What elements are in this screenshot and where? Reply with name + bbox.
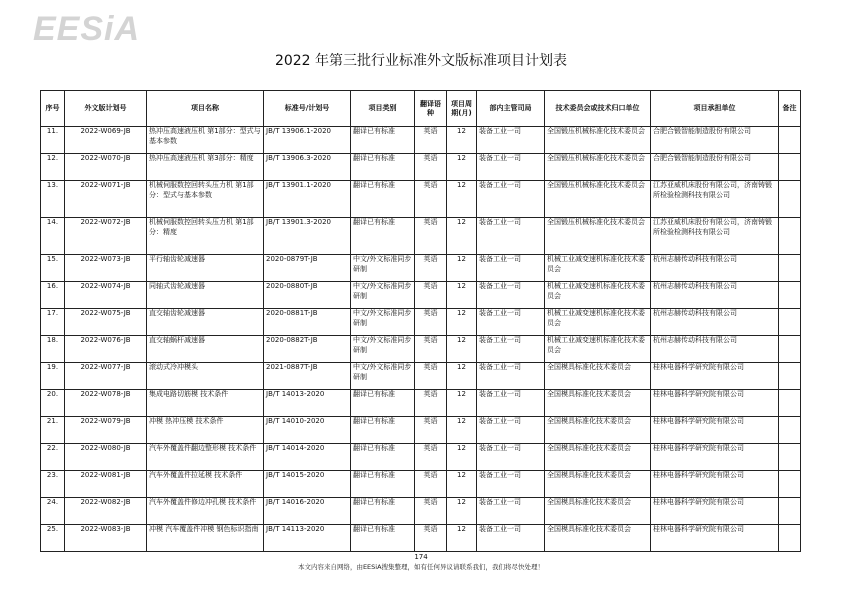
- cell-seq: 16.: [41, 282, 65, 309]
- cell-unit: 杭州志赫传动科技有限公司: [651, 255, 779, 282]
- cell-type: 翻译已有标准: [351, 498, 415, 525]
- cell-dept: 装备工业一司: [477, 525, 545, 552]
- project-plan-table: [40, 90, 801, 552]
- cell-std-no: JB/T 14015-2020: [264, 471, 351, 498]
- cell-seq: 13.: [41, 181, 65, 218]
- header-std-no: 标准号/计划号: [264, 91, 351, 127]
- cell-std-no: 2020-0882T-JB: [264, 336, 351, 363]
- cell-note: [779, 255, 801, 282]
- page-number: 174: [414, 553, 428, 561]
- cell-name: 机械伺服数控回转头压力机 第1部分：型式与基本参数: [147, 181, 264, 218]
- cell-std-no: JB/T 13901.1-2020: [264, 181, 351, 218]
- cell-name: 汽车外覆盖件修边冲孔模 技术条件: [147, 498, 264, 525]
- cell-name: 集成电路切筋模 技术条件: [147, 390, 264, 417]
- cell-plan-no: 2022-W075-JB: [65, 309, 147, 336]
- table-row: [41, 218, 801, 255]
- cell-period: 12: [447, 154, 477, 181]
- cell-unit: 合肥合锻智能制造股份有限公司: [651, 154, 779, 181]
- cell-note: [779, 181, 801, 218]
- cell-std-no: JB/T 14010-2020: [264, 417, 351, 444]
- cell-plan-no: 2022-W069-JB: [65, 127, 147, 154]
- cell-dept: 装备工业一司: [477, 444, 545, 471]
- cell-unit: 桂林电器科学研究院有限公司: [651, 498, 779, 525]
- page-title: 2022 年第三批行业标准外文版标准项目计划表: [274, 53, 568, 69]
- cell-std-no: JB/T 14113-2020: [264, 525, 351, 552]
- cell-lang: 英语: [415, 498, 447, 525]
- cell-note: [779, 282, 801, 309]
- cell-plan-no: 2022-W077-JB: [65, 363, 147, 390]
- cell-unit: 杭州志赫传动科技有限公司: [651, 336, 779, 363]
- cell-period: 12: [447, 255, 477, 282]
- cell-type: 中文/外文标准同步研制: [351, 336, 415, 363]
- cell-std-no: JB/T 13906.1-2020: [264, 127, 351, 154]
- table-row: [41, 154, 801, 181]
- eesia-logo: EESiA: [33, 10, 141, 48]
- cell-note: [779, 363, 801, 390]
- cell-dept: 装备工业一司: [477, 471, 545, 498]
- cell-unit: 桂林电器科学研究院有限公司: [651, 417, 779, 444]
- table-row: [41, 417, 801, 444]
- cell-committee: 机械工业减变速机标准化技术委员会: [545, 309, 651, 336]
- cell-std-no: 2020-0879T-JB: [264, 255, 351, 282]
- cell-type: 翻译已有标准: [351, 390, 415, 417]
- header-committee: 技术委员会或技术归口单位: [545, 91, 651, 127]
- cell-dept: 装备工业一司: [477, 127, 545, 154]
- table-row: [41, 309, 801, 336]
- cell-type: 中文/外文标准同步研制: [351, 363, 415, 390]
- cell-period: 12: [447, 498, 477, 525]
- cell-dept: 装备工业一司: [477, 218, 545, 255]
- cell-std-no: 2021-0887T-JB: [264, 363, 351, 390]
- cell-lang: 英语: [415, 282, 447, 309]
- header-note: 备注: [779, 91, 801, 127]
- table-row: [41, 181, 801, 218]
- cell-name: 平行轴齿轮减速器: [147, 255, 264, 282]
- cell-type: 中文/外文标准同步研制: [351, 255, 415, 282]
- table-row: [41, 127, 801, 154]
- cell-lang: 英语: [415, 336, 447, 363]
- cell-seq: 17.: [41, 309, 65, 336]
- cell-type: 翻译已有标准: [351, 127, 415, 154]
- cell-committee: 全国模具标准化技术委员会: [545, 417, 651, 444]
- cell-dept: 装备工业一司: [477, 309, 545, 336]
- cell-plan-no: 2022-W083-JB: [65, 525, 147, 552]
- cell-std-no: 2020-0880T-JB: [264, 282, 351, 309]
- cell-type: 翻译已有标准: [351, 525, 415, 552]
- cell-std-no: JB/T 14016-2020: [264, 498, 351, 525]
- cell-committee: 全国锻压机械标准化技术委员会: [545, 127, 651, 154]
- cell-name: 直交轴齿轮减速器: [147, 309, 264, 336]
- cell-type: 翻译已有标准: [351, 154, 415, 181]
- header-name: 项目名称: [147, 91, 264, 127]
- cell-lang: 英语: [415, 471, 447, 498]
- table-row: [41, 444, 801, 471]
- cell-name: 滚动式冷冲模头: [147, 363, 264, 390]
- cell-note: [779, 336, 801, 363]
- cell-lang: 英语: [415, 444, 447, 471]
- cell-name: 汽车外覆盖件翻边整形模 技术条件: [147, 444, 264, 471]
- cell-unit: 桂林电器科学研究院有限公司: [651, 363, 779, 390]
- cell-std-no: 2020-0881T-JB: [264, 309, 351, 336]
- cell-plan-no: 2022-W079-JB: [65, 417, 147, 444]
- cell-dept: 装备工业一司: [477, 255, 545, 282]
- cell-committee: 全国模具标准化技术委员会: [545, 525, 651, 552]
- cell-period: 12: [447, 218, 477, 255]
- cell-committee: 机械工业减变速机标准化技术委员会: [545, 255, 651, 282]
- cell-committee: 全国模具标准化技术委员会: [545, 498, 651, 525]
- header-seq: 序号: [41, 91, 65, 127]
- cell-type: 翻译已有标准: [351, 417, 415, 444]
- cell-unit: 江苏亚威机床股份有限公司，济南铸锻所检验检测科技有限公司: [651, 218, 779, 255]
- cell-std-no: JB/T 14014-2020: [264, 444, 351, 471]
- cell-unit: 杭州志赫传动科技有限公司: [651, 282, 779, 309]
- cell-period: 12: [447, 363, 477, 390]
- header-unit: 项目承担单位: [651, 91, 779, 127]
- cell-unit: 桂林电器科学研究院有限公司: [651, 390, 779, 417]
- cell-plan-no: 2022-W082-JB: [65, 498, 147, 525]
- cell-note: [779, 498, 801, 525]
- cell-plan-no: 2022-W070-JB: [65, 154, 147, 181]
- cell-committee: 机械工业减变速机标准化技术委员会: [545, 336, 651, 363]
- cell-note: [779, 154, 801, 181]
- cell-type: 翻译已有标准: [351, 181, 415, 218]
- cell-note: [779, 444, 801, 471]
- cell-std-no: JB/T 14013-2020: [264, 390, 351, 417]
- cell-note: [779, 525, 801, 552]
- cell-name: 同轴式齿轮减速器: [147, 282, 264, 309]
- cell-note: [779, 218, 801, 255]
- cell-name: 冲模 汽车覆盖件冲模 钢色标识指南: [147, 525, 264, 552]
- cell-plan-no: 2022-W076-JB: [65, 336, 147, 363]
- header-period: 项目周期(月): [447, 91, 477, 127]
- table-row: [41, 255, 801, 282]
- header-type: 项目类别: [351, 91, 415, 127]
- cell-name: 热冲压高速液压机 第3部分：精度: [147, 154, 264, 181]
- cell-period: 12: [447, 444, 477, 471]
- footer-note: 本文内容来自网络，由EESiA搜集整理，如有任何异议请联系我们，我们将尽快处理！: [297, 563, 545, 571]
- cell-name: 冲模 热冲压模 技术条件: [147, 417, 264, 444]
- cell-dept: 装备工业一司: [477, 154, 545, 181]
- cell-type: 中文/外文标准同步研制: [351, 309, 415, 336]
- cell-unit: 桂林电器科学研究院有限公司: [651, 471, 779, 498]
- cell-note: [779, 127, 801, 154]
- table-row: [41, 498, 801, 525]
- cell-period: 12: [447, 127, 477, 154]
- cell-type: 翻译已有标准: [351, 444, 415, 471]
- cell-note: [779, 417, 801, 444]
- cell-lang: 英语: [415, 181, 447, 218]
- cell-period: 12: [447, 282, 477, 309]
- cell-seq: 12.: [41, 154, 65, 181]
- cell-committee: 全国模具标准化技术委员会: [545, 363, 651, 390]
- cell-period: 12: [447, 309, 477, 336]
- cell-note: [779, 390, 801, 417]
- cell-period: 12: [447, 336, 477, 363]
- cell-lang: 英语: [415, 255, 447, 282]
- cell-dept: 装备工业一司: [477, 181, 545, 218]
- cell-dept: 装备工业一司: [477, 417, 545, 444]
- cell-unit: 合肥合锻智能制造股份有限公司: [651, 127, 779, 154]
- cell-committee: 全国锻压机械标准化技术委员会: [545, 154, 651, 181]
- cell-lang: 英语: [415, 525, 447, 552]
- cell-lang: 英语: [415, 154, 447, 181]
- cell-lang: 英语: [415, 390, 447, 417]
- cell-dept: 装备工业一司: [477, 336, 545, 363]
- cell-unit: 江苏亚威机床股份有限公司，济南铸锻所检验检测科技有限公司: [651, 181, 779, 218]
- cell-committee: 全国锻压机械标准化技术委员会: [545, 218, 651, 255]
- cell-plan-no: 2022-W081-JB: [65, 471, 147, 498]
- cell-plan-no: 2022-W078-JB: [65, 390, 147, 417]
- cell-seq: 21.: [41, 417, 65, 444]
- cell-dept: 装备工业一司: [477, 390, 545, 417]
- cell-unit: 桂林电器科学研究院有限公司: [651, 444, 779, 471]
- header-plan-no: 外文版计划号: [65, 91, 147, 127]
- cell-lang: 英语: [415, 417, 447, 444]
- cell-committee: 全国模具标准化技术委员会: [545, 471, 651, 498]
- cell-type: 翻译已有标准: [351, 471, 415, 498]
- cell-type: 翻译已有标准: [351, 218, 415, 255]
- cell-seq: 23.: [41, 471, 65, 498]
- table-row: [41, 390, 801, 417]
- cell-committee: 全国模具标准化技术委员会: [545, 390, 651, 417]
- table-row: [41, 336, 801, 363]
- table-header-row: [41, 91, 801, 127]
- cell-committee: 机械工业减变速机标准化技术委员会: [545, 282, 651, 309]
- cell-committee: 全国模具标准化技术委员会: [545, 444, 651, 471]
- cell-plan-no: 2022-W072-JB: [65, 218, 147, 255]
- cell-name: 汽车外覆盖件拉延模 技术条件: [147, 471, 264, 498]
- cell-plan-no: 2022-W073-JB: [65, 255, 147, 282]
- cell-unit: 桂林电器科学研究院有限公司: [651, 525, 779, 552]
- cell-seq: 18.: [41, 336, 65, 363]
- cell-plan-no: 2022-W074-JB: [65, 282, 147, 309]
- table-row: [41, 282, 801, 309]
- cell-name: 机械伺服数控回转头压力机 第1部分：精度: [147, 218, 264, 255]
- cell-seq: 15.: [41, 255, 65, 282]
- cell-seq: 19.: [41, 363, 65, 390]
- cell-lang: 英语: [415, 218, 447, 255]
- cell-lang: 英语: [415, 363, 447, 390]
- cell-dept: 装备工业一司: [477, 498, 545, 525]
- cell-std-no: JB/T 13901.3-2020: [264, 218, 351, 255]
- cell-period: 12: [447, 417, 477, 444]
- table-row: [41, 471, 801, 498]
- cell-plan-no: 2022-W071-JB: [65, 181, 147, 218]
- cell-note: [779, 309, 801, 336]
- cell-name: 热冲压高速液压机 第1部分：型式与基本参数: [147, 127, 264, 154]
- cell-seq: 25.: [41, 525, 65, 552]
- header-dept: 部内主管司局: [477, 91, 545, 127]
- cell-lang: 英语: [415, 309, 447, 336]
- cell-period: 12: [447, 471, 477, 498]
- cell-period: 12: [447, 525, 477, 552]
- cell-seq: 14.: [41, 218, 65, 255]
- table-row: [41, 363, 801, 390]
- cell-seq: 20.: [41, 390, 65, 417]
- header-lang: 翻译语种: [415, 91, 447, 127]
- table-row: [41, 525, 801, 552]
- cell-committee: 全国锻压机械标准化技术委员会: [545, 181, 651, 218]
- cell-unit: 杭州志赫传动科技有限公司: [651, 309, 779, 336]
- cell-plan-no: 2022-W080-JB: [65, 444, 147, 471]
- cell-name: 直交轴蜗杆减速器: [147, 336, 264, 363]
- cell-std-no: JB/T 13906.3-2020: [264, 154, 351, 181]
- cell-lang: 英语: [415, 127, 447, 154]
- cell-dept: 装备工业一司: [477, 363, 545, 390]
- cell-dept: 装备工业一司: [477, 282, 545, 309]
- cell-seq: 24.: [41, 498, 65, 525]
- cell-period: 12: [447, 181, 477, 218]
- cell-note: [779, 471, 801, 498]
- cell-seq: 11.: [41, 127, 65, 154]
- cell-type: 中文/外文标准同步研制: [351, 282, 415, 309]
- cell-period: 12: [447, 390, 477, 417]
- cell-seq: 22.: [41, 444, 65, 471]
